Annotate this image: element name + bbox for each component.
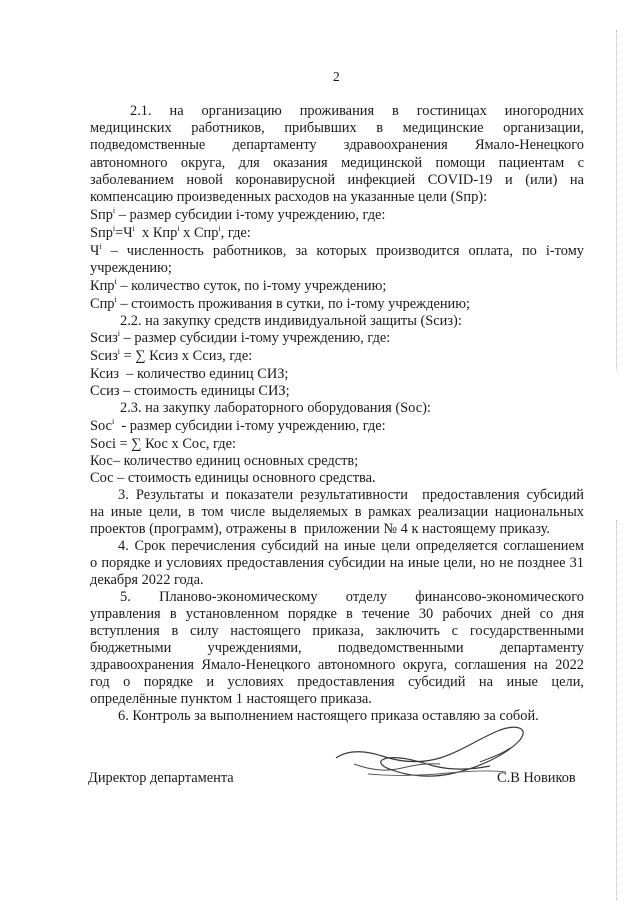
formula-line: Кпр$^i$ – количество суток, по i-тому учреждению; (90, 277, 387, 294)
paragraph-line: о порядке и условиях предоставления субсидии на иные цели, но не позднее 31 (90, 555, 584, 571)
formula-line: Спр$^i$ – стоимость проживания в сутки, по i-тому учреждению; (90, 295, 470, 312)
paragraph-line: вступления в силу настоящего приказа, заключить с государственными (90, 623, 584, 639)
paragraph-line: 3. Результаты и показатели результативности предоставления субсидий (118, 487, 584, 503)
scan-edge-mark (616, 520, 617, 900)
formula-line: Sпр$^i$ – размер субсидии i-тому учреждению, где: (90, 206, 386, 223)
formula-line: $Sпр^i=Ч^i$ x Кпр$^i$ x Спр$^i$, где: (90, 224, 251, 241)
formula-line: учреждению; (90, 260, 172, 276)
paragraph-line: декабря 2022 года. (90, 572, 204, 588)
page-number: 2 (333, 69, 340, 84)
paragraph-line: 4. Срок перечисления субсидий на иные цели определяется соглашением (118, 538, 584, 554)
paragraph-line: здравоохранения Ямало-Ненецкого автономного округа, соглашения на 2022 (90, 657, 584, 673)
paragraph-line: 2.1. на организацию проживания в гостиницах иногородних (130, 103, 584, 119)
scan-edge-mark (616, 30, 617, 370)
section-heading: 2.3. на закупку лабораторного оборудования (Sос): (120, 400, 431, 416)
paragraph-line: год о порядке и условиях предоставления субсидий на иные цели, (90, 674, 584, 690)
paragraph-line: на иные цели, в том числе выделяемых в рамках реализации национальных (90, 504, 584, 520)
formula-line: Sос$^i$ - размер субсидии i-тому учреждению, где: (90, 417, 386, 434)
formula-line: Кос– количество единиц основных средств; (90, 453, 359, 469)
paragraph-line: определённые пунктом 1 настоящего приказа. (90, 691, 372, 707)
formula-line: Ксиз – количество единиц СИЗ; (90, 366, 289, 382)
paragraph-line: компенсацию произведенных расходов на указанные цели (Sпр): (90, 189, 488, 205)
paragraph-6: 6. Контроль за выполнением настоящего приказа оставляю за собой. (118, 708, 539, 724)
section-heading: 2.2. на закупку средств индивидуальной защиты (Sсиз): (120, 313, 462, 329)
formula-line: Sосi = ∑ Кос х Сос, где: (90, 436, 236, 452)
formula-line: Ссиз – стоимость единицы СИЗ; (90, 383, 290, 399)
formula-line: $Ч^i$ – численность работников, за которых производится оплата, по i-тому (90, 242, 584, 259)
paragraph-line: подведомственные департаменту здравоохранения Ямало-Ненецкого (90, 137, 584, 153)
paragraph-line: заболеванием новой коронавирусной инфекцией COVID-19 и (или) на (90, 172, 584, 188)
paragraph-line: бюджетными учреждениями, подведомственными департаменту (90, 640, 584, 656)
signatory-position: Директор департамента (88, 770, 234, 786)
paragraph-line: управления в установленном порядке в течение 30 рабочих дней со дня (90, 606, 584, 622)
signatory-name: С.В Новиков (497, 770, 576, 786)
paragraph-line: 5. Планово-экономическому отделу финансово-экономического (120, 589, 584, 605)
paragraph-line: медицинских работников, прибывших в медицинские организации, (90, 120, 584, 136)
paragraph-line: автономного округа, для оказания медицинской помощи пациентам с (90, 155, 584, 171)
formula-line: Сос – стоимость единицы основного средства. (90, 470, 376, 486)
formula-line: Sсиз$^i$ – размер субсидии i-тому учреждению, где: (90, 329, 391, 346)
formula-line: Sсиз$^i$ = ∑ Ксиз х Ссиз, где: (90, 347, 253, 364)
paragraph-line: проектов (программ), отражены в приложении № 4 к настоящему приказу. (90, 521, 551, 537)
